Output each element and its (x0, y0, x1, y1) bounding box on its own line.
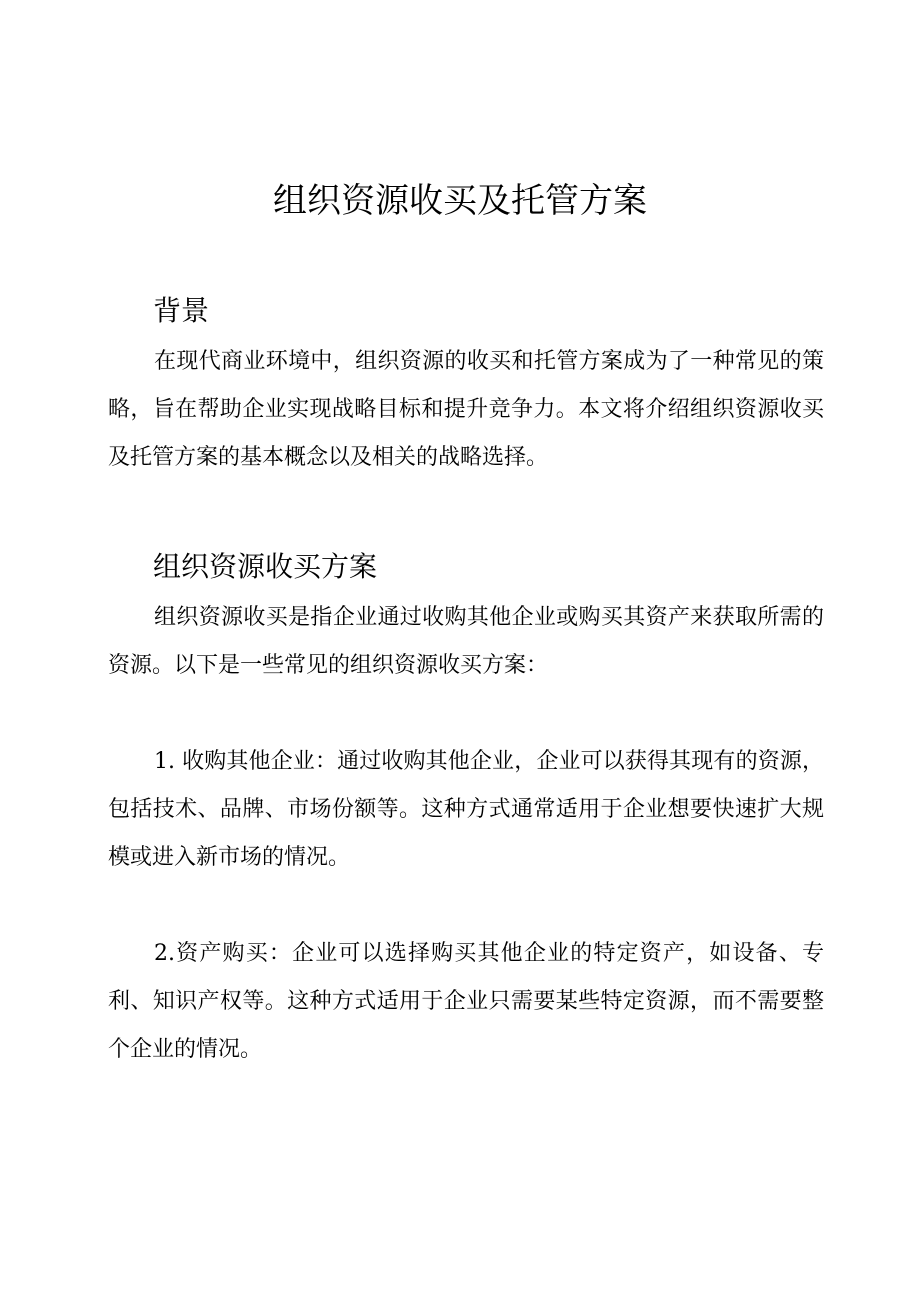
section-heading-acquisition: 组织资源收买方案 (153, 550, 378, 583)
document-title: 组织资源收买及托管方案 (273, 181, 647, 221)
acquisition-item-1: 1. 收购其他企业：通过收购其他企业，企业可以获得其现有的资源，包括技术、品牌、市场份额等。这种方式通常适用于企业想要快速扩大规模或进入新市场的情况。 (108, 749, 824, 870)
acquisition-intro-paragraph: 组织资源收买是指企业通过收购其他企业或购买其资产来获取所需的资源。以下是一些常见的组织资源收买方案： (108, 605, 824, 678)
section-heading-background: 背景 (153, 294, 210, 327)
acquisition-item-2: 2.资产购买：企业可以选择购买其他企业的特定资产，如设备、专利、知识产权等。这种方式适用于企业只需要某些特定资源，而不需要整个企业的情况。 (108, 941, 824, 1062)
background-paragraph: 在现代商业环境中，组织资源的收买和托管方案成为了一种常见的策略，旨在帮助企业实现战略目标和提升竞争力。本文将介绍组织资源收买及托管方案的基本概念以及相关的战略选择。 (108, 349, 824, 470)
